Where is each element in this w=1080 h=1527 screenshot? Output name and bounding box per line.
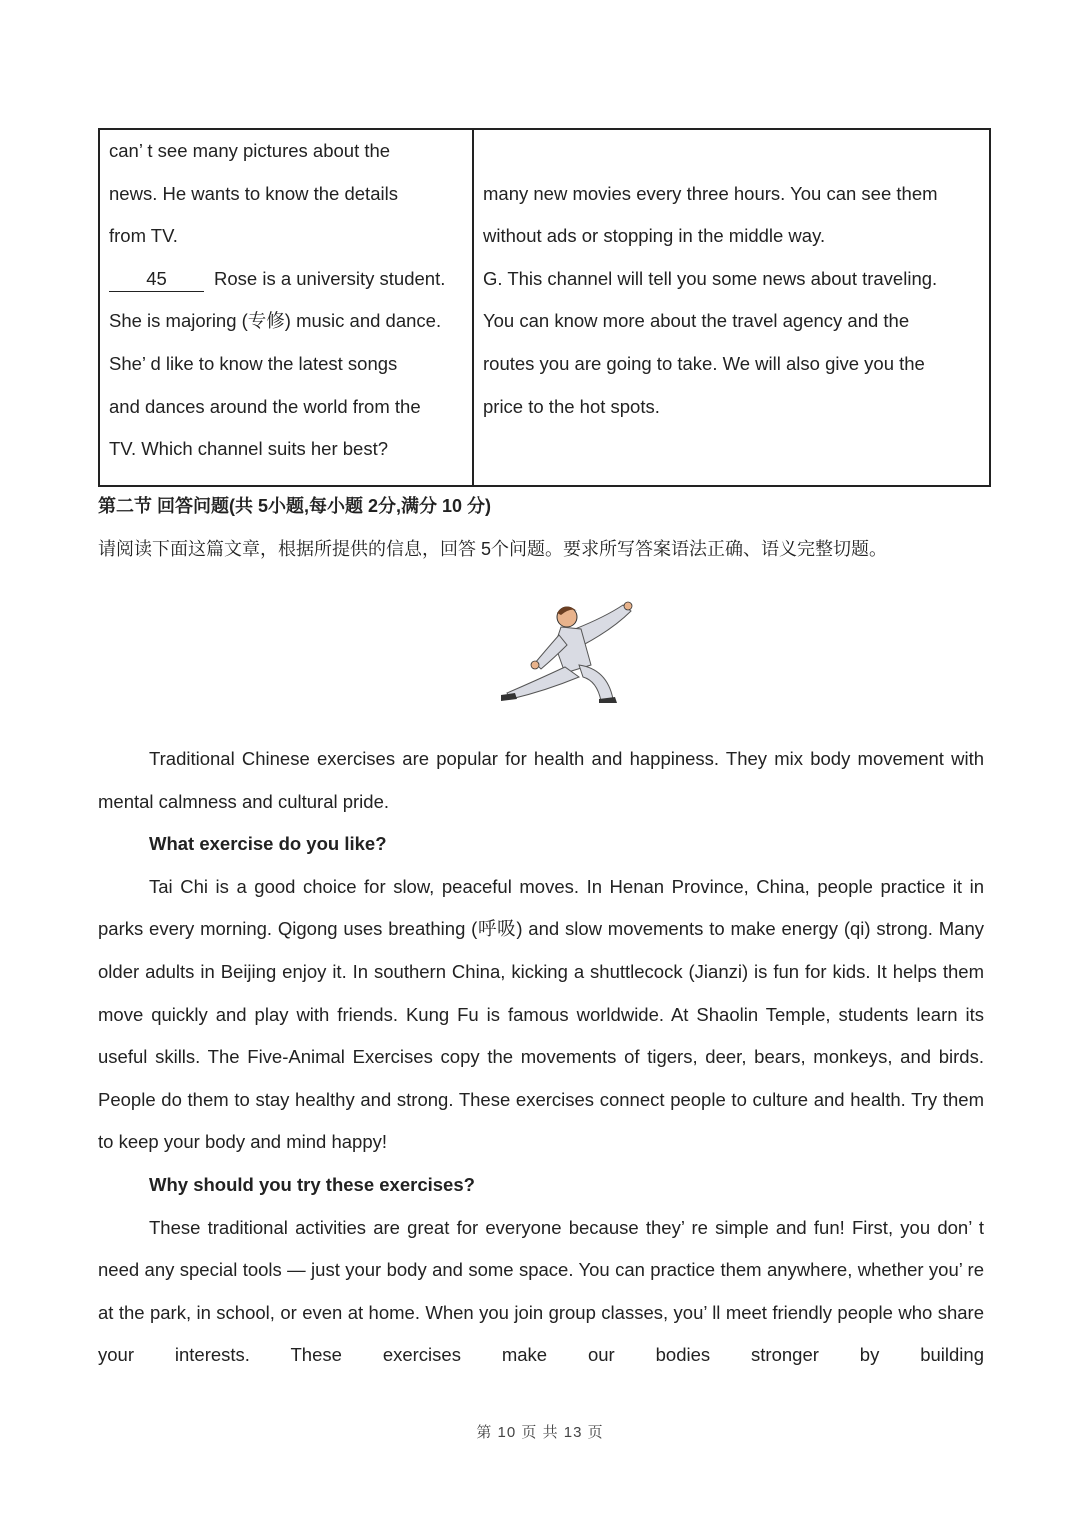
article-heading: What exercise do you like?: [149, 833, 387, 855]
article-paragraph: Tai Chi is a good choice for slow, peaceful moves. In Henan Province, China, people practice it in parks every morning. Qigong uses breathing (呼吸) and slow movements to make energy (qi) strong. Many older adults in Beijing enjoy it. In southern China, kicking a shuttlecock (Jianzi) is fun for kids. It helps them move quickly and play with friends. Kung Fu is famous worldwide. At Shaolin Temple, students learn its useful skills. The Five-Animal Exercises copy the movements of tigers, deer, bears, monkeys, and birds. People do them to stay healthy and strong. These exercises connect people to culture and health. Try them to keep your body and mind happy!: [98, 875, 984, 1153]
answer-blank-45[interactable]: 45: [109, 267, 204, 292]
table-line: from TV.: [109, 225, 178, 247]
section-instruction: 请阅读下面这篇文章，根据所提供的信息，回答 5个问题。要求所写答案语法正确、语义完整切题。: [98, 539, 888, 559]
table-line: G. This channel will tell you some news about traveling.: [483, 267, 938, 289]
page-number-footer: 第 10 页 共 13 页: [476, 1424, 604, 1441]
question-45-text: Rose is a university student.: [214, 267, 446, 289]
article: [98, 738, 984, 1377]
article-paragraph: Traditional Chinese exercises are popular for health and happiness. They mix body movement with mental calmness and cultural pride.: [98, 748, 984, 812]
table-line: without ads or stopping in the middle way.: [483, 225, 826, 247]
article-heading: Why should you try these exercises?: [149, 1173, 475, 1195]
table-line: price to the hot spots.: [483, 395, 660, 417]
table-line: TV. Which channel suits her best?: [109, 438, 389, 460]
table-line: and dances around the world from the: [109, 395, 421, 417]
tai-chi-illustration-icon: [495, 595, 640, 707]
table-line: routes you are going to take. We will also give you the: [483, 352, 925, 374]
article-paragraph: These traditional activities are great for everyone because they’ re simple and fun! First, you don’ t need any special tools — just your body and some space. You can practice them anywhere, whether you’ re at the park, in school, or even at home. When you join group classes, you’ ll meet friendly people who share your interests. These exercises make our bodies stronger by building: [98, 1216, 984, 1366]
table-line: She is majoring (专修) music and dance.: [109, 310, 442, 332]
table-right-cell: [474, 130, 989, 485]
table-line: news. He wants to know the details: [109, 182, 398, 204]
table-line: can’ t see many pictures about the: [109, 140, 391, 161]
question-45: [109, 258, 463, 301]
table-line: You can know more about the travel agency and the: [483, 310, 910, 332]
channel-matching-table: [98, 128, 991, 487]
table-line: many new movies every three hours. You can see them: [483, 182, 938, 204]
table-line: [483, 130, 980, 173]
table-line: She’ d like to know the latest songs: [109, 352, 398, 374]
section-title: 第二节 回答问题(共 5小题,每小题 2分,满分 10 分): [98, 496, 492, 516]
table-left-cell: [100, 130, 474, 485]
